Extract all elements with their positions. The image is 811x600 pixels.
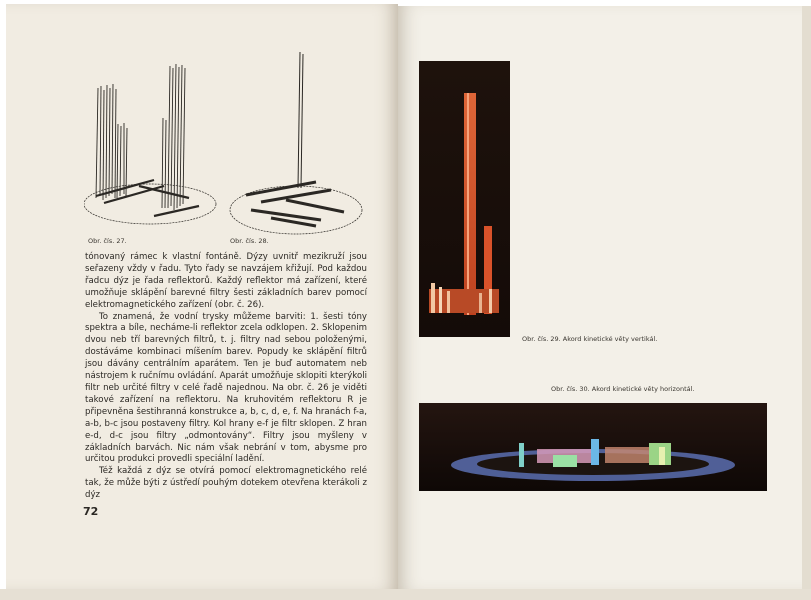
figure-27-caption: Obr. čís. 27. [88,237,127,245]
photo-29-caption: Obr. čís. 29. Akord kinetické věty vertikál. [522,335,658,343]
figure-28-caption: Obr. čís. 28. [230,237,269,245]
paragraph: tónovaný rámec k vlastní fontáně. Dýzy uvnitř mezikruží jsou seřazeny vždy v řadu. Tyto řady se navzájem křižují. Pod každou řadcu dýz je řada reflektorů. Každý reflektor má zařízení, které umožňuje sklápění barevné filtry šesti základních barev pomocí elektromagnetického zařízení (obr. č. 26). [85,252,367,310]
paragraph: To znamená, že vodní trysky můžeme barviti: 1. šesti tóny spektra a bíle, necháme-li reflektor zcela odklopen. 2. Sklopenim dvou neb tří barevných filtrů, t. j. filtry nad sebou položenými, dostáváme kombinaci míšením barev. Popudy ke sklápění filtrů jsou dávány centrálním aparátem. Ten je buď automatem neb nástrojem k ručnímu ovládání. Aparát umožňuje sklopiti kterýkoli filtr neb určité filtry v celé řadě najednou. Na obr. č. 26 je viděti takové zařízení na reflektoru. Na kruhovitém reflektoru R je připevněna šestihranná konstrukce a, b, c, d, e, f. Na hranách f-a, a-b, b-c jsou postaveny filtry. Kol hrany e-f je filtr sklopen. Z hran e-d, d-c jsou filtry „odmontovány“. Filtry jsou myšleny v základních barvách. Nic nám však nebrání v tom, abysme pro určitou produkci provedli speciální ladění. [85,311,367,465]
figure-27-sketch [84,58,224,228]
body-text [85,252,367,502]
figure-28-sketch [226,50,366,238]
paragraph: Též každá z dýz se otvírá pomocí elektromagnetického relé tak, že může býti z ústředí pouhým dotekem otevřena kterákoli z dýz [85,466,367,501]
page-edge [802,6,811,589]
photo-vertical-fountain [419,61,510,337]
page-edge-bottom [0,589,811,600]
photo-horizontal-fountain [419,403,767,491]
page-number: 72 [83,505,99,518]
photo-30-caption: Obr. čís. 30. Akord kinetické věty horizontál. [551,385,695,393]
